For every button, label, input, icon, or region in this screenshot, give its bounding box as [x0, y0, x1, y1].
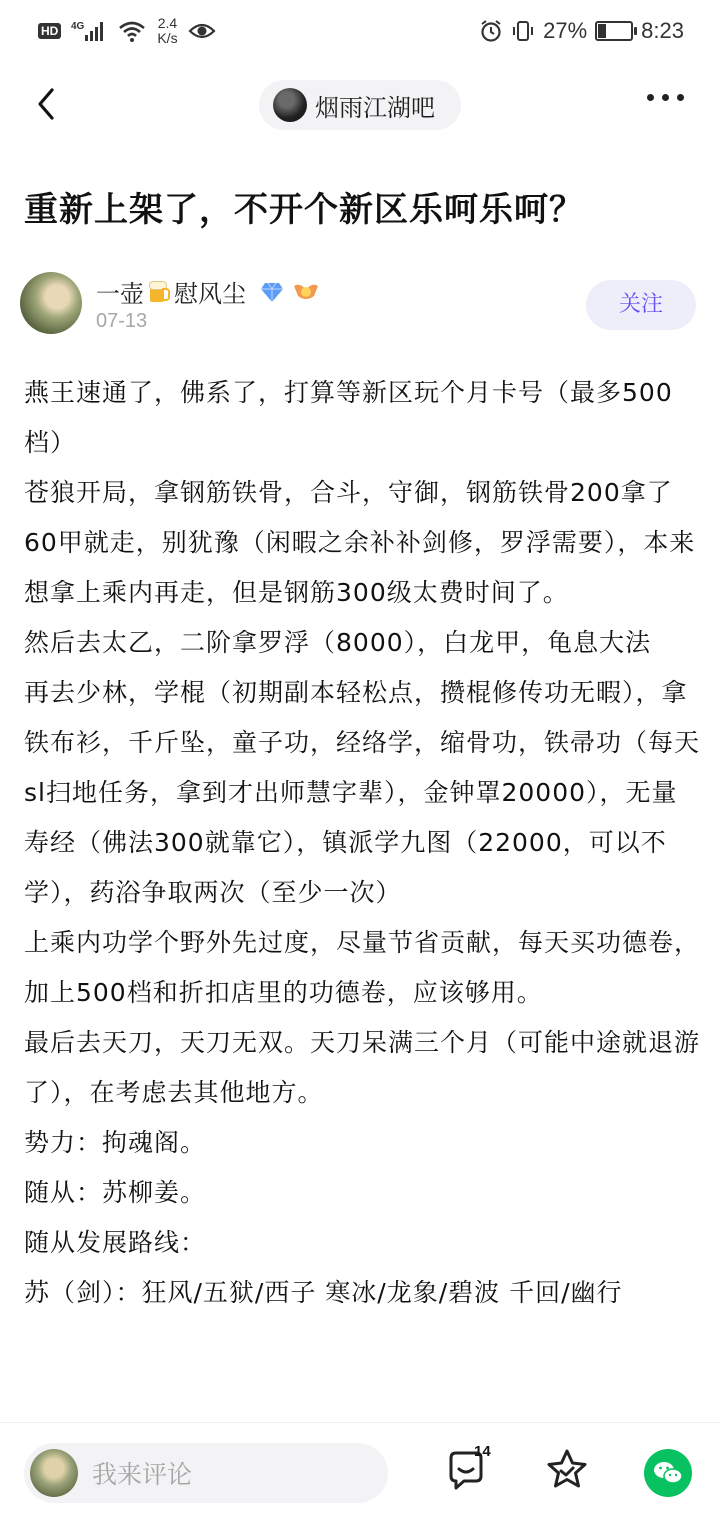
post-paragraph: 随从发展路线： [24, 1228, 207, 1257]
clock: 8:23 [641, 18, 684, 43]
post-paragraph: 苏（剑）：狂风/五狱/西子 寒冰/龙象/碧波 千回/幽行 [24, 1278, 623, 1307]
comment-placeholder: 我来评论 [92, 1460, 193, 1489]
status-left [38, 14, 216, 48]
comment-count: 14 [474, 1443, 491, 1460]
hd-icon: HD [38, 23, 61, 39]
net-speed-value: 2.4 [157, 15, 178, 31]
forum-avatar [273, 88, 307, 122]
wifi-icon [117, 19, 147, 43]
battery-fill [598, 24, 606, 38]
author-name-part1: 一壶 [96, 280, 144, 308]
more-dot-icon [662, 94, 669, 101]
member-badge-icon [292, 280, 320, 304]
star-check-icon [542, 1445, 592, 1495]
post-title: 重新上架了，不开个新区乐呵乐呵？ [24, 190, 584, 230]
net-speed [157, 16, 177, 46]
eye-icon [188, 21, 216, 41]
more-dot-icon [677, 94, 684, 101]
net-speed-unit: K/s [157, 30, 178, 46]
signal-icon [71, 19, 107, 43]
user-avatar [30, 1449, 78, 1497]
author-avatar[interactable] [20, 272, 82, 334]
author-name[interactable] [96, 274, 320, 309]
chevron-left-icon [28, 84, 68, 124]
diamond-level-icon [260, 280, 284, 304]
post-paragraph: 最后去天刀，天刀无双。天刀呆满三个月（可能中途就退游了），在考虑去其他地方。 [24, 1028, 701, 1107]
status-bar [0, 0, 720, 62]
post-paragraph: 随从：苏柳姜。 [24, 1178, 207, 1207]
post-paragraph: 苍狼开局，拿钢筋铁骨，合斗，守御，钢筋铁骨200拿了60甲就走，别犹豫（闲暇之余补补剑修，罗浮需要），本来想拿上乘内再走，但是钢筋300级太费时间了。 [24, 478, 696, 607]
beer-emoji-icon [148, 280, 170, 304]
bottom-action-bar [0, 1422, 720, 1521]
post-paragraph: 势力：拘魂阁。 [24, 1128, 207, 1157]
favorite-button[interactable] [542, 1445, 592, 1495]
battery-icon [595, 21, 633, 41]
more-options-button[interactable] [647, 94, 684, 101]
back-button[interactable] [28, 84, 68, 124]
post-paragraph: 燕王速通了，佛系了，打算等新区玩个月卡号（最多500档） [24, 378, 673, 457]
post-body [24, 368, 700, 1318]
alarm-icon [479, 19, 503, 43]
status-right [479, 14, 684, 48]
post-paragraph: 再去少林，学棍（初期副本轻松点，攒棍修传功无暇），拿铁布衫，千斤坠，童子功，经络学，缩骨功，铁帚功（每天sl扫地任务，拿到才出师慧字辈），金钟罩20000），无量寿经（佛法300就靠它），镇派学九图（22000，可以不学），药浴争取两次（至少一次） [24, 678, 701, 907]
wechat-share-button[interactable] [644, 1449, 692, 1497]
post-paragraph: 上乘内功学个野外先过度，尽量节省贡献，每天买功德卷，加上500档和折扣店里的功德卷，应该够用。 [24, 928, 701, 1007]
more-dot-icon [647, 94, 654, 101]
top-nav [0, 70, 720, 140]
follow-button[interactable]: 关注 [586, 280, 696, 330]
forum-link[interactable] [259, 80, 461, 130]
signal-type-label: 4G [71, 21, 85, 32]
battery-percent: 27% [543, 18, 588, 43]
forum-name: 烟雨江湖吧 [315, 93, 435, 122]
post-paragraph: 然后去太乙，二阶拿罗浮（8000），白龙甲，龟息大法 [24, 628, 652, 657]
comment-input[interactable] [24, 1443, 388, 1503]
author-name-part2: 慰风尘 [174, 280, 246, 308]
vibrate-icon [511, 19, 535, 43]
wechat-icon [644, 1449, 692, 1497]
post-date: 07-13 [96, 310, 148, 332]
